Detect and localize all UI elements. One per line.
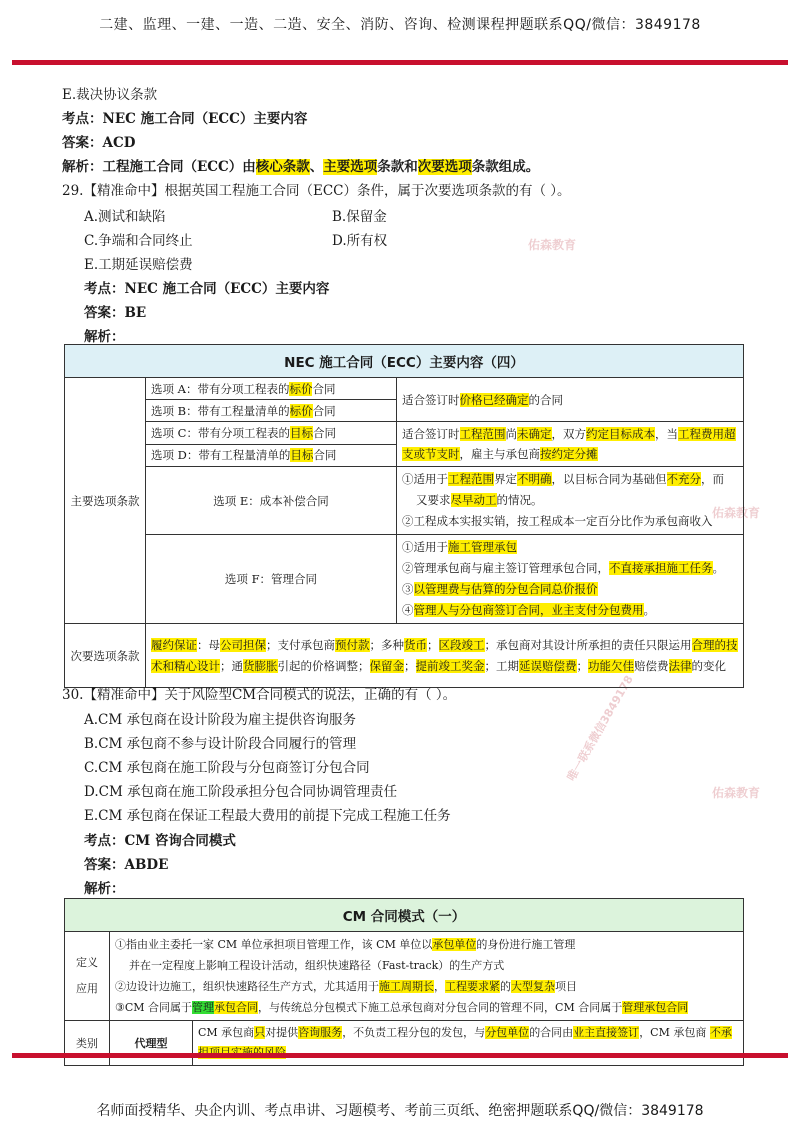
cm-definition: ①指由业主委托一家 CM 单位承担项目管理工作，该 CM 单位以承包单位的身份进行施工管理 并在一定程度上影响工程设计活动，组织快速路径（Fast-track）的生产方式 ②边设计边施工，组织快速路径生产方式，尤其适用于施工周期长，工程要求紧的大型复杂项目 ③CM 合同属于管理承包合同，与传统总分包模式下施工总承包商对分包合同的管理不同，CM 合同属于管理承包合同 xyxy=(110,932,744,1021)
watermark-contact: 唯一联系微信3849178 xyxy=(564,673,636,784)
agent-type-label: 代理型 xyxy=(110,1021,193,1066)
footer-rule xyxy=(12,1053,788,1058)
option-e-prev: E.裁决协议条款 xyxy=(62,87,158,103)
text: 、 xyxy=(309,159,324,175)
q30-kaodian: 考点：CM 咨询合同模式 xyxy=(84,833,236,849)
text: 条款组成。 xyxy=(471,159,540,175)
opt-e: 选项 E：成本补偿合同 xyxy=(146,467,397,535)
cm-table-title: CM 合同模式（一） xyxy=(65,899,744,932)
q29-option-c: C.争端和合同终止 xyxy=(84,233,193,249)
type-label: 类别 xyxy=(65,1021,110,1066)
q29-answer: 答案：BE xyxy=(84,305,147,321)
text: 条款和 xyxy=(377,159,418,175)
q29-option-d: D.所有权 xyxy=(332,233,388,249)
cd-desc: 适合签订时工程范围尚未确定，双方约定目标成本，当工程费用超支或节支时，雇主与承包商按约定分摊 xyxy=(397,422,744,467)
jiexi-prev xyxy=(62,155,539,175)
header-rule xyxy=(12,60,788,65)
page-footer: 名师面授精华、央企内训、考点串讲、习题模考、考前三页纸、绝密押题联系QQ/微信：3849178 xyxy=(96,1103,704,1119)
ab-desc: 适合签订时价格已经确定的合同 xyxy=(397,378,744,422)
q30-answer: 答案：ABDE xyxy=(84,857,169,873)
opt-a: 选项 A：带有分项工程表的标价合同 xyxy=(151,381,336,396)
watermark-logo: 佑森教育 xyxy=(712,786,761,800)
text: 解析：工程施工合同（ECC）由 xyxy=(62,159,256,175)
answer-prev: 答案：ACD xyxy=(62,135,136,151)
ecc-table xyxy=(64,344,744,688)
def-app-label: 定义 应用 xyxy=(65,932,110,1021)
page-header: 二建、监理、一建、一造、二造、安全、消防、咨询、检测课程押题联系QQ/微信：3849178 xyxy=(99,17,701,33)
opt-d: 选项 D：带有工程量清单的目标合同 xyxy=(151,448,337,463)
agent-desc: CM 承包商只对提供咨询服务，不负责工程分包的发包，与分包单位的合同由业主直接签订，CM 承包商 不承 xyxy=(193,1021,744,1066)
main-options-label: 主要选项条款 xyxy=(65,378,146,624)
q29-stem: 29.【精准命中】根据英国工程施工合同（ECC）条件，属于次要选项条款的有（ ）。 xyxy=(62,183,571,199)
q30-option-c: C.CM 承包商在施工阶段与分包商签订分包合同 xyxy=(84,760,370,776)
q30-option-a: A.CM 承包商在设计阶段为雇主提供咨询服务 xyxy=(84,712,356,728)
watermark-logo: 佑森教育 xyxy=(528,238,577,252)
q29-kaodian: 考点：NEC 施工合同（ECC）主要内容 xyxy=(84,281,330,297)
minor-desc: 履约保证：母公司担保；支付承包商预付款；多种货币；区段竣工；承包商对其设计所承担的责任只限运用合理的技术和精心设计；通货膨胀引起的价格调整；保留金；提前竣工奖金；工期延误赔偿费；功能欠佳赔偿费法律的变化 xyxy=(146,624,744,688)
q30-jiexi: 解析： xyxy=(84,881,125,897)
q30-stem: 30.【精准命中】关于风险型CM合同模式的说法，正确的有（ ）。 xyxy=(62,687,457,703)
q29-option-e: E.工期延误赔偿费 xyxy=(84,257,193,273)
q30-option-e: E.CM 承包商在保证工程最大费用的前提下完成工程施工任务 xyxy=(84,808,451,824)
minor-options-label: 次要选项条款 xyxy=(65,624,146,688)
ecc-table-title: NEC 施工合同（ECC）主要内容（四） xyxy=(65,345,744,378)
opt-f: 选项 F：管理合同 xyxy=(146,535,397,624)
highlight: 主要选项 xyxy=(323,159,378,175)
opt-c: 选项 C：带有分项工程表的目标合同 xyxy=(151,425,336,440)
q29-option-b: B.保留金 xyxy=(332,209,387,225)
watermark-logo: 佑森教育 xyxy=(712,506,761,520)
e-desc: ①适用于工程范围界定不明确，以目标合同为基础但不充分，而 又要求尽早动工的情况。 ②工程成本实报实销，按工程成本一定百分比作为承包商收入 xyxy=(397,467,744,535)
q30-option-b: B.CM 承包商不参与设计阶段合同履行的管理 xyxy=(84,736,357,752)
q29-jiexi: 解析： xyxy=(84,329,125,345)
f-desc: ①适用于施工管理承包 ②管理承包商与雇主签订管理承包合同，不直接承担施工任务。 ③以管理费与估算的分包合同总价报价 ④管理人与分包商签订合同，业主支付分包费用。 xyxy=(397,535,744,624)
highlight: 次要选项 xyxy=(417,159,472,175)
opt-b: 选项 B：带有工程量清单的标价合同 xyxy=(151,403,336,418)
highlight: 核心条款 xyxy=(255,159,310,175)
q30-option-d: D.CM 承包商在施工阶段承担分包合同协调管理责任 xyxy=(84,784,398,800)
kaodian-prev: 考点：NEC 施工合同（ECC）主要内容 xyxy=(62,111,308,127)
q29-option-a: A.测试和缺陷 xyxy=(84,209,166,225)
cm-table xyxy=(64,898,744,1066)
